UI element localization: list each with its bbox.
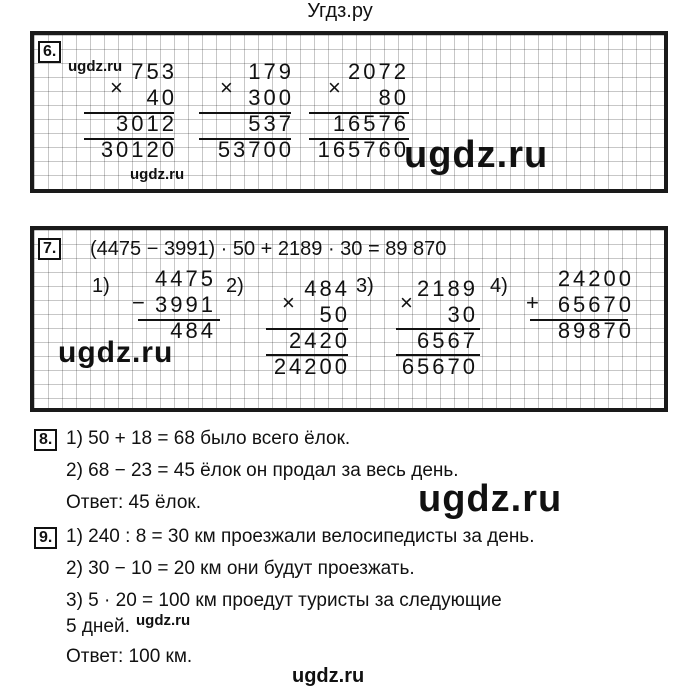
watermark: ugdz.ru xyxy=(58,336,174,369)
column-multiplication xyxy=(218,59,294,163)
partial-product: 537 xyxy=(248,111,294,136)
factor: 484 xyxy=(304,276,350,301)
divider xyxy=(138,319,220,321)
divider xyxy=(309,138,409,140)
divider xyxy=(530,319,628,321)
factor: 50 xyxy=(319,302,350,327)
divider xyxy=(309,112,409,114)
watermark: ugdz.ru xyxy=(68,58,123,75)
factor: 40 xyxy=(146,85,177,110)
minuend: 4475 xyxy=(155,266,216,291)
site-title: Угдз.ру xyxy=(307,0,373,22)
multiply-sign: × xyxy=(220,75,233,100)
answer-line: Ответ: 100 км. xyxy=(66,646,193,667)
solution-line: 3) 5 · 20 = 100 км проедут туристы за следующие xyxy=(66,590,502,611)
solution-line: 1) 50 + 18 = 68 было всего ёлок. xyxy=(66,428,351,449)
watermark: ugdz.ru xyxy=(136,612,191,629)
minus-sign: − xyxy=(132,290,145,315)
factor: 179 xyxy=(248,59,294,84)
difference: 484 xyxy=(170,318,216,343)
factor: 753 xyxy=(131,59,177,84)
partial-product: 2420 xyxy=(289,328,350,353)
task-number: 6. xyxy=(38,41,61,63)
partial-product: 3012 xyxy=(116,111,177,136)
step-label: 1) xyxy=(92,275,110,297)
step-label: 2) xyxy=(226,275,244,297)
multiply-sign: × xyxy=(400,290,413,315)
divider xyxy=(84,112,174,114)
task-number: 9. xyxy=(34,527,57,549)
partial-product: 6567 xyxy=(417,328,478,353)
task-6-box xyxy=(30,31,668,193)
product: 65670 xyxy=(401,354,478,379)
divider xyxy=(266,328,348,330)
multiply-sign: × xyxy=(110,75,123,100)
factor: 300 xyxy=(248,85,294,110)
solution-line: 2) 68 − 23 = 45 ёлок он продал за весь день. xyxy=(66,460,459,481)
task-number: 7. xyxy=(38,238,61,260)
column-subtraction xyxy=(155,266,216,344)
step-label: 4) xyxy=(490,275,508,297)
watermark: ugdz.ru xyxy=(130,166,185,183)
column-addition xyxy=(558,266,634,344)
multiply-sign: × xyxy=(328,75,341,100)
divider xyxy=(396,328,480,330)
sum: 89870 xyxy=(557,318,634,343)
divider xyxy=(199,138,291,140)
expression: (4475 − 3991) · 50 + 2189 · 30 = 89 870 xyxy=(90,238,447,260)
solution-line: 5 дней. xyxy=(66,616,130,637)
product: 165760 xyxy=(317,137,409,162)
partial-product: 16576 xyxy=(332,111,409,136)
solution-line: 1) 240 : 8 = 30 км проезжали велосипедисты за день. xyxy=(66,526,535,547)
factor: 80 xyxy=(378,85,409,110)
watermark: ugdz.ru xyxy=(292,665,365,687)
multiply-sign: × xyxy=(282,290,295,315)
column-multiplication xyxy=(318,59,409,163)
divider xyxy=(266,354,348,356)
factor: 30 xyxy=(447,302,478,327)
factor: 2189 xyxy=(417,276,478,301)
step-label: 3) xyxy=(356,275,374,297)
solution-line: 2) 30 − 10 = 20 км они будут проезжать. xyxy=(66,558,415,579)
product: 30120 xyxy=(100,137,177,162)
subtrahend: 3991 xyxy=(155,292,216,317)
factor: 2072 xyxy=(348,59,409,84)
plus-sign: + xyxy=(526,290,539,315)
divider xyxy=(84,138,174,140)
watermark: ugdz.ru xyxy=(418,478,563,520)
addend: 24200 xyxy=(557,266,634,291)
product: 24200 xyxy=(273,354,350,379)
divider xyxy=(396,354,480,356)
watermark: ugdz.ru xyxy=(404,134,549,176)
answer-line: Ответ: 45 ёлок. xyxy=(66,492,201,513)
product: 53700 xyxy=(217,137,294,162)
divider xyxy=(199,112,291,114)
task-7-box xyxy=(30,226,668,412)
task-number: 8. xyxy=(34,429,57,451)
addend: 65670 xyxy=(557,292,634,317)
